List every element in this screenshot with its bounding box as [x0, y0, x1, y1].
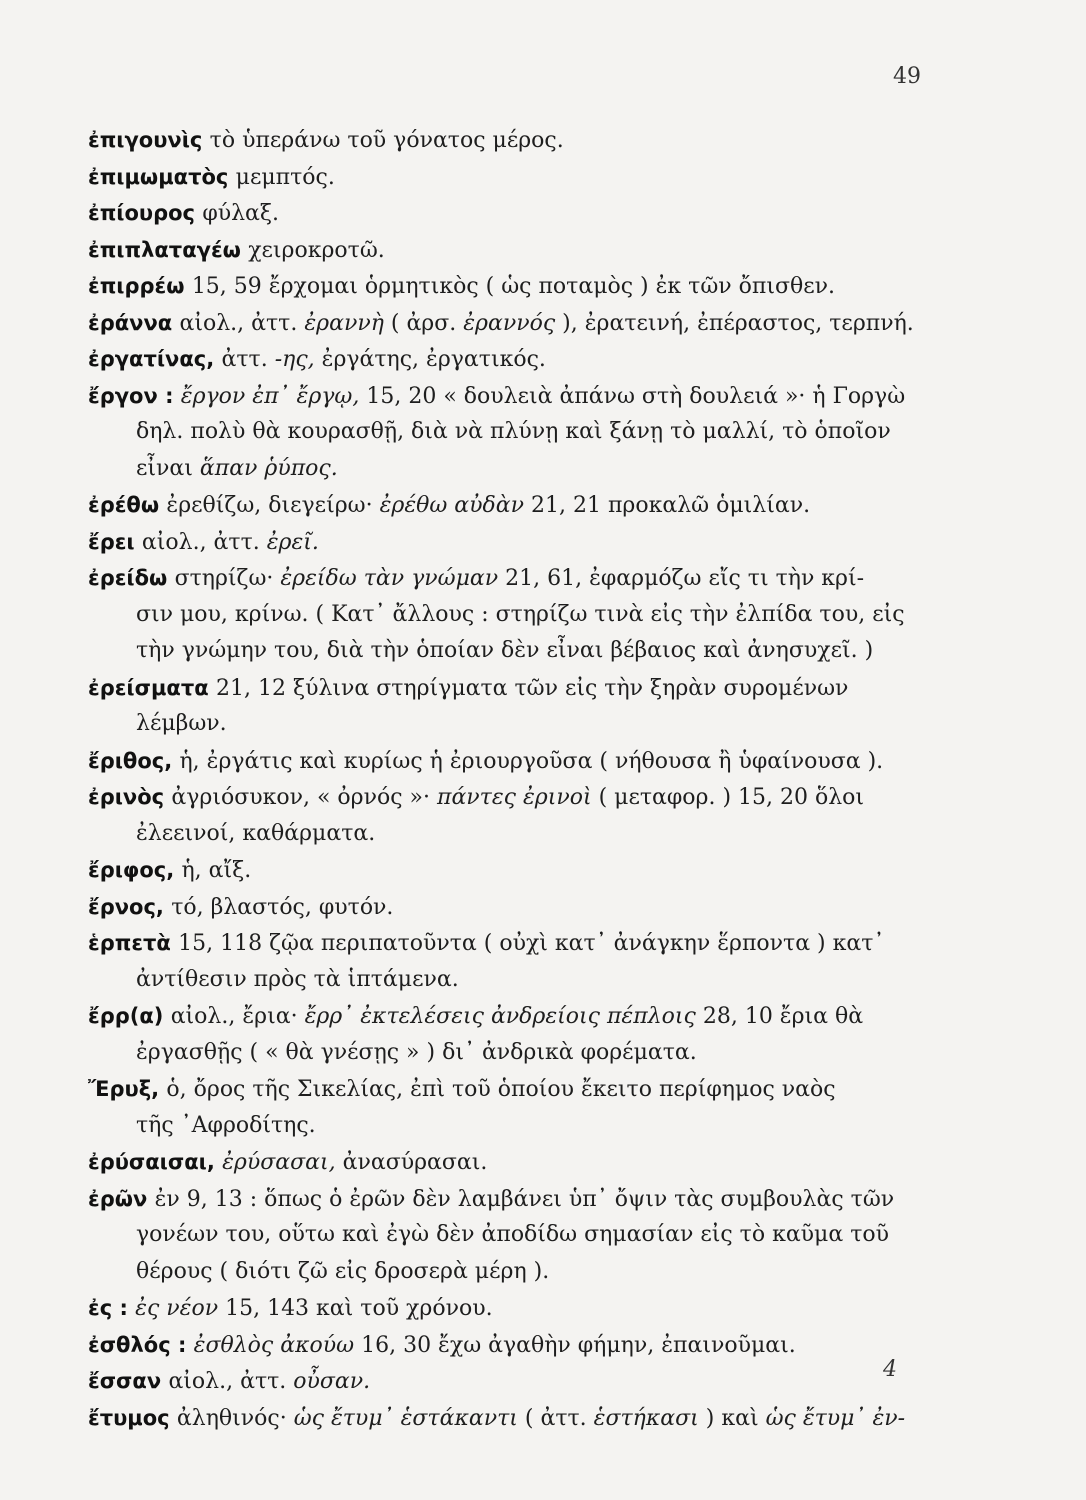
definition-text: 16, 30 ἔχω ἀγαθὴν φήμην, ἐπαινοῦμαι. — [354, 1332, 796, 1358]
italic-phrase: ὡς ἔτυμ᾽ ἑστάκαντι — [293, 1405, 518, 1431]
headword: ἐρῶν — [88, 1186, 148, 1211]
definition-text: εἶναι — [136, 455, 200, 481]
definition-text: ἐλεεινοί, καθάρματα. — [136, 820, 376, 846]
italic-phrase: πάντες ἐρινοὶ — [436, 785, 592, 810]
entry-line — [88, 560, 938, 597]
entry-line — [88, 597, 938, 634]
italic-phrase: ἔργον ἐπ᾽ ἔργῳ, — [180, 383, 360, 409]
definition-text: ἐν 9, 13 : ὅπως ὁ ἐρῶν δὲν λαμβάνει ὑπ᾽ ὄψιν τὰς συμβουλὰς τῶν — [154, 1186, 895, 1212]
headword: ἑρπετὰ — [88, 931, 171, 955]
entry-line — [88, 1071, 938, 1108]
definition-text: ἀττ. — [221, 347, 275, 372]
headword: ἐρινὸς — [88, 785, 165, 809]
entry-line — [88, 1400, 938, 1437]
entry-line — [88, 925, 938, 962]
definition-text: ἐρεθίζω, διεγείρω· — [166, 493, 380, 518]
dictionary-entry — [88, 743, 938, 780]
headword: ἐρέθω — [88, 493, 160, 517]
entry-line — [88, 670, 938, 707]
entry-line — [88, 743, 938, 780]
dictionary-entry — [88, 1290, 938, 1327]
dictionary-entry — [88, 1181, 938, 1291]
italic-phrase: ἐρύσασαι, — [222, 1150, 336, 1175]
definition-text: τό, βλαστός, φυτόν. — [171, 894, 394, 920]
headword: Ἔρυξ, — [88, 1077, 160, 1101]
definition-text: ἀντίθεσιν πρὸς τὰ ἱπτάμενα. — [136, 966, 459, 992]
definition-text: 15, 143 καὶ τοῦ χρόνου. — [218, 1296, 493, 1321]
italic-phrase: ἐραννὴ — [304, 310, 384, 336]
italic-phrase: ἐραννός — [463, 310, 556, 336]
entry-line — [88, 1217, 938, 1254]
dictionary-entry — [88, 670, 938, 743]
entry-line — [88, 779, 938, 816]
dictionary-entry — [88, 998, 938, 1071]
headword: ἔρει — [88, 529, 135, 554]
page-number: 49 — [893, 64, 921, 89]
entry-line — [88, 962, 938, 999]
definition-text: 21, 12 ξύλινα στηρίγματα τῶν εἰς τὴν ξηρὰν συρομένων — [215, 675, 849, 701]
entry-line — [88, 633, 938, 670]
dictionary-entry — [88, 122, 938, 159]
definition-text: λέμβων. — [136, 711, 227, 736]
entry-line — [88, 706, 938, 743]
entry-line — [88, 1290, 938, 1327]
italic-phrase: οὖσαν. — [293, 1369, 371, 1394]
entry-line — [88, 998, 938, 1035]
definition-text: θέρους ( διότι ζῶ εἰς δροσερὰ μέρη ). — [136, 1258, 550, 1284]
entry-line — [88, 232, 938, 269]
dictionary-entry — [88, 268, 938, 305]
entry-line — [88, 1108, 938, 1145]
italic-phrase: ἐρέθω αὐδὰν — [379, 493, 525, 518]
definition-text: 15, 20 « δουλειὰ ἀπάνω στὴ δουλειά »· ἡ Γοργὼ — [359, 383, 906, 409]
dictionary-entry — [88, 852, 938, 889]
dictionary-entries — [88, 122, 938, 1436]
definition-text: ( ἀττ. — [517, 1405, 594, 1431]
definition-text: ἀληθινός· — [176, 1405, 294, 1431]
entry-line — [88, 341, 938, 378]
italic-phrase: ἅπαν ῥύπος. — [199, 455, 338, 481]
entry-line — [88, 195, 938, 232]
definition-text: ἐργασθῇς ( « θὰ γνέσῃς » ) δι᾽ ἀνδρικὰ φορέματα. — [136, 1039, 697, 1065]
dictionary-entry — [88, 1327, 938, 1364]
definition-text: 15, 118 ζῷα περιπατοῦντα ( οὐχὶ κατ᾽ ἀνάγκην ἕρποντα ) κατ᾽ — [178, 931, 885, 956]
dictionary-entry — [88, 1400, 938, 1437]
page-signature: 4 — [883, 1357, 897, 1382]
dictionary-entry — [88, 524, 938, 561]
dictionary-entry — [88, 925, 938, 998]
definition-text: ἀνασύρασαι. — [335, 1150, 488, 1175]
definition-text: τῆς ᾽Αφροδίτης. — [136, 1112, 316, 1138]
entry-line — [88, 1035, 938, 1072]
dictionary-entry — [88, 889, 938, 926]
entry-line — [88, 378, 938, 415]
dictionary-entry — [88, 232, 938, 269]
definition-text: φύλαξ. — [202, 201, 280, 226]
definition-text: ( μεταφορ. ) 15, 20 ὅλοι — [591, 785, 865, 810]
entry-line — [88, 1254, 938, 1291]
headword: ἐρείδω — [88, 566, 168, 590]
definition-text: ἐργάτης, ἐργατικός. — [314, 347, 546, 372]
headword: ἔρρ(α) — [88, 1004, 164, 1028]
definition-text: μεμπτός. — [235, 164, 335, 190]
entry-line — [88, 122, 938, 159]
definition-text: ὁ, ὄρος τῆς Σικελίας, ἐπὶ τοῦ ὁποίου ἔκειτο περίφημος ναὸς — [166, 1077, 836, 1102]
headword: ἐπιπλαταγέω — [88, 237, 241, 262]
headword: ἐς : — [88, 1296, 128, 1320]
definition-text: τὴν γνώμην του, διὰ τὴν ὁποίαν δὲν εἶναι βέβαιος καὶ ἀνησυχεῖ. ) — [136, 638, 874, 663]
definition-text: χειροκροτῶ. — [248, 237, 385, 263]
entry-line — [88, 159, 938, 196]
definition-text: αἰολ., ἀττ. — [168, 1369, 294, 1394]
definition-text: ἀγριόσυκον, « ὀρνός »· — [171, 785, 437, 810]
definition-text: αἰολ., ἀττ. — [179, 310, 305, 336]
definition-text: 21, 21 προκαλῶ ὁμιλίαν. — [524, 493, 811, 518]
italic-phrase: ὡς ἔτυμ᾽ ἐν- — [765, 1405, 906, 1431]
headword: ἐπιρρέω — [88, 274, 185, 298]
headword: ἐρύσαισαι, — [88, 1150, 215, 1174]
dictionary-entry — [88, 195, 938, 232]
headword: ἐπίουρος — [88, 201, 195, 225]
definition-text: 15, 59 ἔρχομαι ὁρμητικὸς ( ὡς ποταμὸς ) ἐκ τῶν ὄπισθεν. — [191, 274, 836, 299]
entry-line — [88, 1327, 938, 1364]
entry-line — [88, 1181, 938, 1218]
headword: ἐράννα — [88, 310, 173, 335]
definition-text: στηρίζω· — [174, 566, 281, 591]
headword: ἔργον : — [88, 383, 174, 408]
italic-phrase: ἐρείδω τὰν γνώμαν — [280, 566, 499, 591]
headword: ἔτυμος — [88, 1405, 170, 1430]
headword: ἔρνος, — [88, 894, 164, 919]
headword: ἔριφος, — [88, 858, 175, 882]
definition-text: σιν μου, κρίνω. ( Κατ᾽ ἄλλους : στηρίζω τινὰ εἰς τὴν ἐλπίδα του, εἰς — [136, 601, 905, 627]
dictionary-entry — [88, 1071, 938, 1144]
headword: ἐπιμωματὸς — [88, 164, 229, 189]
entry-line — [88, 816, 938, 853]
italic-phrase: ἔρρ᾽ ἐκτελέσεις ἀνδρείοις πέπλοις — [304, 1004, 696, 1029]
definition-text: ἡ, αἴξ. — [181, 858, 252, 883]
headword: ἔσσαν — [88, 1369, 162, 1393]
definition-text: δηλ. πολὺ θὰ κουρασθῇ, διὰ νὰ πλύνῃ καὶ ξάνῃ τὸ μαλλί, τὸ ὁποῖον — [136, 419, 891, 444]
dictionary-entry — [88, 159, 938, 196]
dictionary-entry — [88, 341, 938, 378]
definition-text: 28, 10 ἔρια θὰ — [695, 1004, 864, 1029]
italic-phrase: ἐς νέον — [135, 1296, 219, 1321]
entry-line — [88, 889, 938, 926]
dictionary-entry — [88, 305, 938, 342]
dictionary-entry — [88, 487, 938, 524]
entry-line — [88, 524, 938, 561]
italic-phrase: ἑστήκασι — [593, 1405, 699, 1431]
dictionary-entry — [88, 779, 938, 852]
entry-line — [88, 451, 938, 488]
entry-line — [88, 305, 938, 342]
entry-line — [88, 1144, 938, 1181]
dictionary-entry — [88, 1144, 938, 1181]
definition-text: γονέων του, οὕτω καὶ ἐγὼ δὲν ἀποδίδω σημασίαν εἰς τὸ καῦμα τοῦ — [136, 1222, 889, 1247]
entry-line — [88, 1363, 938, 1400]
definition-text: 21, 61, ἐφαρμόζω εἴς τι τὴν κρί- — [498, 566, 865, 591]
headword: ἔριθος, — [88, 748, 173, 773]
headword: ἐπιγουνὶς — [88, 128, 203, 152]
definition-text: τὸ ὑπεράνω τοῦ γόνατος μέρος. — [209, 128, 564, 153]
entry-line — [88, 487, 938, 524]
definition-text: ) καὶ — [698, 1405, 766, 1431]
entry-line — [88, 852, 938, 889]
headword: ἐρείσματα — [88, 675, 209, 700]
definition-text: ἡ, ἐργάτις καὶ κυρίως ἡ ἐριουργοῦσα ( νήθουσα ἢ ὑφαίνουσα ). — [179, 748, 884, 774]
dictionary-entry — [88, 1363, 938, 1400]
italic-phrase: -ης, — [274, 347, 315, 372]
definition-text: αἰολ., ἔρια· — [170, 1004, 305, 1029]
headword: ἐργατίνας, — [88, 347, 215, 371]
dictionary-entry — [88, 378, 938, 488]
italic-phrase: ἐρεῖ. — [266, 529, 319, 555]
entry-line — [88, 268, 938, 305]
definition-text: ), ἐρατεινή, ἐπέραστος, τερπνή. — [555, 310, 914, 336]
italic-phrase: ἐσθλὸς ἀκούω — [193, 1332, 355, 1358]
entry-line — [88, 414, 938, 451]
definition-text: αἰολ., ἀττ. — [141, 529, 267, 555]
definition-text: ( ἀρσ. — [383, 310, 464, 336]
headword: ἐσθλός : — [88, 1332, 187, 1357]
dictionary-entry — [88, 560, 938, 670]
